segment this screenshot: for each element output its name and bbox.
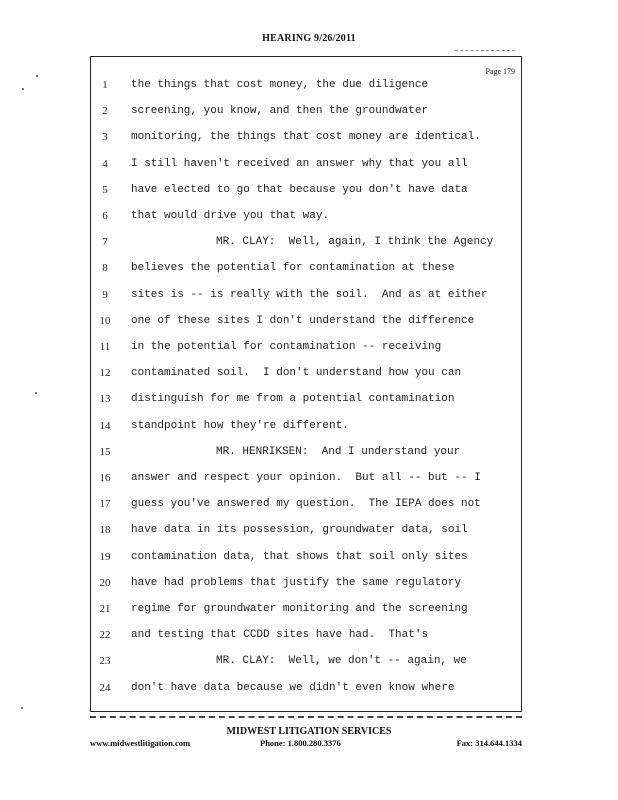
line-number: 13 <box>99 393 111 406</box>
line-text: distinguish for me from a potential contamination <box>131 393 455 406</box>
transcript-line <box>91 285 521 305</box>
transcript-frame <box>90 56 522 712</box>
line-text: guess you've answered my question. The IEPA does not <box>131 498 481 511</box>
line-number: 14 <box>99 419 111 432</box>
transcript-line <box>91 154 521 174</box>
transcript-line <box>91 389 521 409</box>
line-number: 11 <box>99 341 111 353</box>
line-text: one of these sites I don't understand the difference <box>131 314 475 327</box>
footer-dashed-rule <box>90 716 522 718</box>
line-text: MR. CLAY: Well, again, I think the Agency <box>216 236 494 249</box>
page-header-title: HEARING 9/26/2011 <box>262 33 356 44</box>
line-text: that would drive you that way. <box>131 210 330 222</box>
line-number: 16 <box>99 472 111 484</box>
line-number: 22 <box>99 629 111 642</box>
line-text: monitoring, the things that cost money are identical. <box>131 131 481 144</box>
header-dashed-rule <box>455 50 515 51</box>
line-number: 7 <box>102 236 108 249</box>
transcript-line <box>91 625 521 645</box>
scan-speck <box>36 75 38 77</box>
line-text: answer and respect your opinion. But all -- but -- I <box>131 472 481 484</box>
line-text: and testing that CCDD sites have had. That's <box>131 629 429 642</box>
transcript-line <box>91 232 521 252</box>
line-text: in the potential for contamination -- receiving <box>131 341 442 353</box>
line-text: screening, you know, and then the groundwater <box>131 105 429 118</box>
line-number: 18 <box>99 524 111 537</box>
footer-website: www.midwestlitigation.com <box>90 738 191 748</box>
line-number: 4 <box>102 157 108 170</box>
page-number: Page 179 <box>485 67 515 76</box>
transcript-line <box>91 127 521 147</box>
line-text: believes the potential for contamination at these <box>131 262 455 275</box>
line-number: 10 <box>99 314 111 327</box>
footer-company: MIDWEST LITIGATION SERVICES <box>226 726 392 737</box>
line-number: 19 <box>99 550 111 563</box>
line-number: 12 <box>99 367 111 380</box>
transcript-line <box>91 75 521 95</box>
line-number: 2 <box>102 105 108 118</box>
line-number: 6 <box>102 210 108 222</box>
transcript-line <box>91 180 521 200</box>
line-text: I still haven't received an answer why that you all <box>131 157 468 170</box>
transcript-line <box>91 206 521 226</box>
line-text: have data in its possession, groundwater data, soil <box>131 524 468 537</box>
line-text: MR. CLAY: Well, we don't -- again, we <box>216 655 467 668</box>
scan-speck <box>21 707 23 709</box>
line-text: contaminated soil. I don't understand how you can <box>131 367 462 380</box>
transcript-line <box>91 101 521 121</box>
transcript-line <box>91 678 521 698</box>
transcript-line <box>91 573 521 593</box>
transcript-line <box>91 311 521 331</box>
line-number: 24 <box>99 681 111 694</box>
line-text: MR. HENRIKSEN: And I understand your <box>216 445 461 458</box>
line-text: standpoint how they're different. <box>131 419 349 432</box>
transcript-line <box>91 547 521 567</box>
line-text: sites is -- is really with the soil. And as at either <box>131 288 488 301</box>
transcript-line <box>91 258 521 278</box>
footer-phone: Phone: 1.800.280.3376 <box>260 738 341 748</box>
line-text: have elected to go that because you don't have data <box>131 183 468 196</box>
footer-fax: Fax: 314.644.1334 <box>456 738 522 748</box>
line-number: 9 <box>102 288 108 301</box>
transcript-line <box>91 442 521 462</box>
line-number: 1 <box>102 79 108 91</box>
scan-speck <box>22 88 24 90</box>
transcript-line <box>91 416 521 436</box>
transcript-line <box>91 494 521 514</box>
transcript-line <box>91 520 521 540</box>
transcript-line <box>91 599 521 619</box>
line-number: 3 <box>102 131 108 144</box>
line-number: 23 <box>99 655 111 668</box>
transcript-line <box>91 651 521 671</box>
line-text: regime for groundwater monitoring and the screening <box>131 603 468 615</box>
transcript-line <box>91 337 521 357</box>
line-number: 15 <box>99 445 111 458</box>
line-number: 8 <box>102 262 108 275</box>
transcript-line <box>91 468 521 488</box>
line-number: 20 <box>99 576 111 589</box>
line-text: have had problems that justify the same regulatory <box>131 576 462 589</box>
line-number: 5 <box>102 183 108 196</box>
scan-speck <box>35 392 37 394</box>
line-number: 21 <box>99 603 111 615</box>
line-number: 17 <box>99 498 111 511</box>
transcript-line <box>91 363 521 383</box>
line-text: contamination data, that shows that soil only sites <box>131 550 468 563</box>
line-text: don't have data because we didn't even know where <box>131 681 455 694</box>
line-text: the things that cost money, the due diligence <box>131 79 429 91</box>
